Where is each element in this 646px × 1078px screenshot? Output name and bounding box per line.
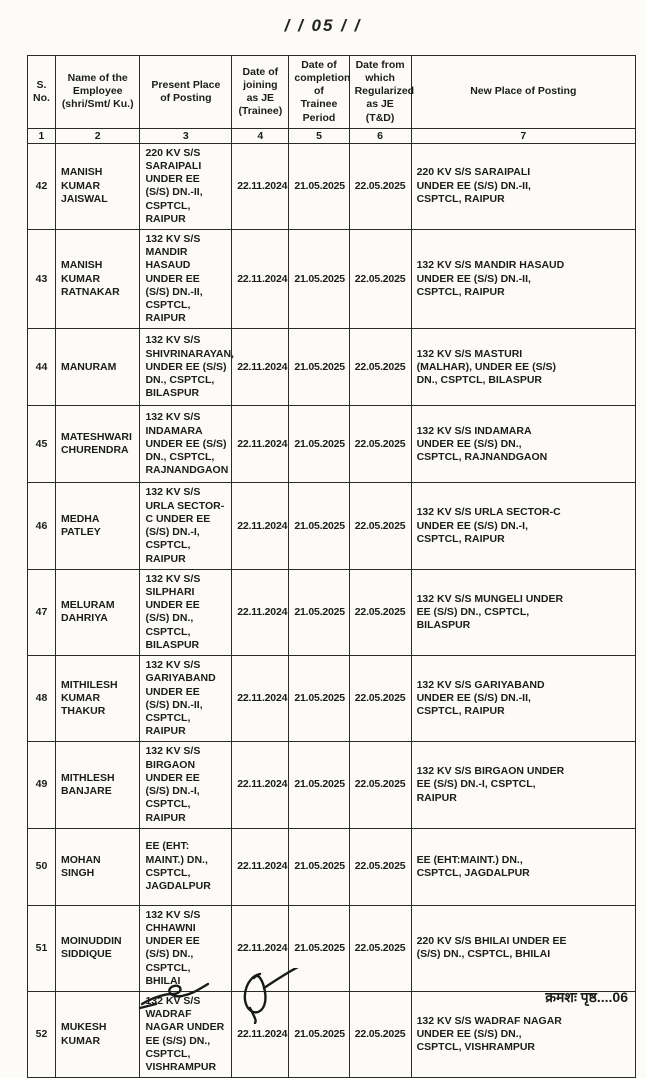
cell-regularized-date: 22.05.2025 [349, 569, 411, 655]
cell-present-posting [140, 656, 232, 742]
cell-joining-date: 22.11.2024 [232, 742, 289, 828]
cell-new-posting [411, 406, 635, 483]
cell-new-posting-text: 132 KV S/S WADRAF NAGAR UNDER EE (S/S) DN., CSPTCL, VISHRAMPUR [416, 1014, 562, 1054]
cell-new-posting-text: 132 KV S/S INDAMARA UNDER EE (S/S) DN., CSPTCL, RAJNANDGAON [416, 424, 548, 464]
cell-joining-date: 22.11.2024 [232, 143, 289, 229]
cell-completion-date: 21.05.2025 [289, 569, 349, 655]
cell-serial-number: 47 [28, 569, 56, 655]
cell-employee-name: MITHLESH BANJARE [55, 742, 140, 828]
signature-area [138, 968, 348, 1024]
cell-employee-name: MANISH KUMAR RATNAKAR [55, 229, 140, 329]
cell-present-posting-text: 132 KV S/S GARIYABAND UNDER EE (S/S) DN.-II, CSPTCL, RAIPUR [145, 659, 216, 738]
cell-regularized-date: 22.05.2025 [349, 329, 411, 406]
cell-present-posting [140, 569, 232, 655]
cell-completion-date: 21.05.2025 [289, 905, 349, 991]
cell-regularized-date: 22.05.2025 [349, 229, 411, 329]
cell-serial-number: 42 [28, 143, 56, 229]
cell-present-posting-text: 132 KV S/S INDAMARA UNDER EE (S/S) DN., CSPTCL, RAJNANDGAON [145, 411, 229, 477]
cell-new-posting-text: 132 KV S/S MANDIR HASAUD UNDER EE (S/S) DN.-II, CSPTCL, RAIPUR [416, 259, 565, 298]
header-regularized-date: Date from which Regularized as JE (T&D) [349, 56, 411, 129]
cell-present-posting-text: 132 KV S/S BIRGAON UNDER EE (S/S) DN.-I, CSPTCL, RAIPUR [145, 745, 201, 824]
cell-employee-name: MEDHA PATLEY [55, 483, 140, 569]
cell-new-posting-text: EE (EHT:MAINT.) DN., CSPTCL, JAGDALPUR [416, 853, 530, 879]
cell-present-posting-text: 132 KV S/S SHIVRINARAYAN, UNDER EE (S/S) DN., CSPTCL, BILASPUR [145, 334, 234, 400]
cell-present-posting-text: 132 KV S/S CHHAWNI UNDER EE (S/S) DN., CSPTCL, BHILAI [145, 908, 201, 987]
cell-employee-name: MANISH KUMAR JAISWAL [55, 143, 140, 229]
page-number-top: / / 05 / / [284, 16, 362, 35]
cell-serial-number: 52 [28, 992, 56, 1078]
cell-completion-date: 21.05.2025 [289, 483, 349, 569]
column-number: 6 [349, 128, 411, 143]
cell-joining-date: 22.11.2024 [232, 992, 289, 1078]
cell-employee-name: MANURAM [55, 329, 140, 406]
cell-completion-date: 21.05.2025 [289, 329, 349, 406]
cell-new-posting [411, 656, 635, 742]
cell-new-posting-text: 132 KV S/S URLA SECTOR-C UNDER EE (S/S) DN.-I, CSPTCL, RAIPUR [416, 506, 561, 545]
cell-employee-name: MITHILESH KUMAR THAKUR [55, 656, 140, 742]
cell-present-posting-text: 220 KV S/S SARAIPALI UNDER EE (S/S) DN.-II, CSPTCL, RAIPUR [145, 146, 203, 225]
footer-continuation-note: क्रमशः पृष्ठ....06 [545, 989, 628, 1005]
column-number: 4 [232, 128, 289, 143]
cell-present-posting-text: 132 KV S/S MANDIR HASAUD UNDER EE (S/S) DN.-II, CSPTCL, RAIPUR [145, 232, 203, 325]
cell-regularized-date: 22.05.2025 [349, 406, 411, 483]
cell-serial-number: 51 [28, 905, 56, 991]
cell-present-posting-text: 132 KV S/S WADRAF NAGAR UNDER EE (S/S) DN., CSPTCL, VISHRAMPUR [145, 995, 225, 1074]
cell-regularized-date: 22.05.2025 [349, 656, 411, 742]
cell-present-posting [140, 483, 232, 569]
table-row [28, 828, 636, 905]
table-row [28, 483, 636, 569]
cell-new-posting-text: 132 KV S/S GARIYABAND UNDER EE (S/S) DN.-II, CSPTCL, RAIPUR [416, 678, 545, 718]
cell-employee-name: MUKESH KUMAR [55, 992, 140, 1078]
header-employee-name: Name of the Employee (shri/Smt/ Ku.) [55, 56, 140, 129]
cell-regularized-date: 22.05.2025 [349, 143, 411, 229]
signature-left [140, 984, 208, 1008]
cell-present-posting [140, 143, 232, 229]
cell-new-posting-text: 132 KV S/S BIRGAON UNDER EE (S/S) DN.-I, CSPTCL, RAIPUR [416, 765, 565, 804]
cell-employee-name: MATESHWARI CHURENDRA [55, 406, 140, 483]
column-number: 3 [140, 128, 232, 143]
table-row [28, 329, 636, 406]
column-number: 7 [411, 128, 635, 143]
cell-serial-number: 46 [28, 483, 56, 569]
cell-present-posting-text: 132 KV S/S SILPHARI UNDER EE (S/S) DN., CSPTCL, BILASPUR [145, 572, 201, 651]
cell-present-posting [140, 828, 232, 905]
cell-new-posting [411, 742, 635, 828]
cell-present-posting [140, 742, 232, 828]
cell-completion-date: 21.05.2025 [289, 742, 349, 828]
table-body [28, 143, 636, 1078]
cell-employee-name: MELURAM DAHRIYA [55, 569, 140, 655]
header-new-posting: New Place of Posting [411, 56, 635, 129]
cell-joining-date: 22.11.2024 [232, 329, 289, 406]
cell-serial-number: 44 [28, 329, 56, 406]
cell-new-posting [411, 828, 635, 905]
signature-right [245, 968, 300, 1023]
cell-completion-date: 21.05.2025 [289, 143, 349, 229]
column-number: 1 [28, 128, 56, 143]
header-present-posting: Present Place of Posting [140, 56, 232, 129]
cell-regularized-date: 22.05.2025 [349, 992, 411, 1078]
column-number: 2 [55, 128, 140, 143]
table-header [28, 56, 636, 144]
cell-serial-number: 45 [28, 406, 56, 483]
cell-new-posting-text: 132 KV S/S MASTURI (MALHAR), UNDER EE (S/S) DN., CSPTCL, BILASPUR [416, 347, 557, 387]
cell-new-posting-text: 132 KV S/S MUNGELI UNDER EE (S/S) DN., CSPTCL, BILASPUR [416, 592, 564, 632]
cell-regularized-date: 22.05.2025 [349, 742, 411, 828]
cell-completion-date: 21.05.2025 [289, 656, 349, 742]
cell-serial-number: 48 [28, 656, 56, 742]
cell-serial-number: 50 [28, 828, 56, 905]
cell-new-posting [411, 905, 635, 991]
cell-regularized-date: 22.05.2025 [349, 483, 411, 569]
header-completion-date: Date of completion of Trainee Period [289, 56, 349, 129]
table-row [28, 656, 636, 742]
table-row [28, 406, 636, 483]
cell-present-posting-text: EE (EHT: MAINT.) DN., CSPTCL, JAGDALPUR [145, 840, 211, 892]
cell-new-posting [411, 569, 635, 655]
cell-joining-date: 22.11.2024 [232, 656, 289, 742]
cell-regularized-date: 22.05.2025 [349, 905, 411, 991]
cell-present-posting [140, 406, 232, 483]
cell-completion-date: 21.05.2025 [289, 992, 349, 1078]
cell-new-posting-text: 220 KV S/S SARAIPALI UNDER EE (S/S) DN.-II, CSPTCL, RAIPUR [416, 166, 531, 205]
cell-new-posting [411, 143, 635, 229]
cell-serial-number: 49 [28, 742, 56, 828]
cell-new-posting-text: 220 KV S/S BHILAI UNDER EE (S/S) DN., CSPTCL, BHILAI [416, 935, 567, 961]
column-number-row [28, 128, 636, 143]
table-row [28, 569, 636, 655]
cell-new-posting [411, 329, 635, 406]
cell-joining-date: 22.11.2024 [232, 905, 289, 991]
cell-serial-number: 43 [28, 229, 56, 329]
header-row [28, 56, 636, 129]
table-row [28, 742, 636, 828]
cell-regularized-date: 22.05.2025 [349, 828, 411, 905]
cell-employee-name: MOINUDDIN SIDDIQUE [55, 905, 140, 991]
cell-joining-date: 22.11.2024 [232, 406, 289, 483]
cell-employee-name: MOHAN SINGH [55, 828, 140, 905]
column-number: 5 [289, 128, 349, 143]
cell-new-posting [411, 483, 635, 569]
header-serial-number: S. No. [28, 56, 56, 129]
cell-completion-date: 21.05.2025 [289, 406, 349, 483]
posting-order-table [27, 55, 636, 1078]
cell-joining-date: 22.11.2024 [232, 229, 289, 329]
signature-scribbles [138, 968, 348, 1024]
cell-completion-date: 21.05.2025 [289, 828, 349, 905]
table-row [28, 229, 636, 329]
cell-joining-date: 22.11.2024 [232, 828, 289, 905]
cell-joining-date: 22.11.2024 [232, 569, 289, 655]
cell-completion-date: 21.05.2025 [289, 229, 349, 329]
cell-present-posting-text: 132 KV S/S URLA SECTOR-C UNDER EE (S/S) DN.-I, CSPTCL, RAIPUR [145, 486, 225, 565]
cell-joining-date: 22.11.2024 [232, 483, 289, 569]
cell-new-posting [411, 229, 635, 329]
cell-present-posting [140, 229, 232, 329]
header-joining-date: Date of joining as JE (Trainee) [232, 56, 289, 129]
table-row [28, 143, 636, 229]
cell-present-posting [140, 329, 232, 406]
